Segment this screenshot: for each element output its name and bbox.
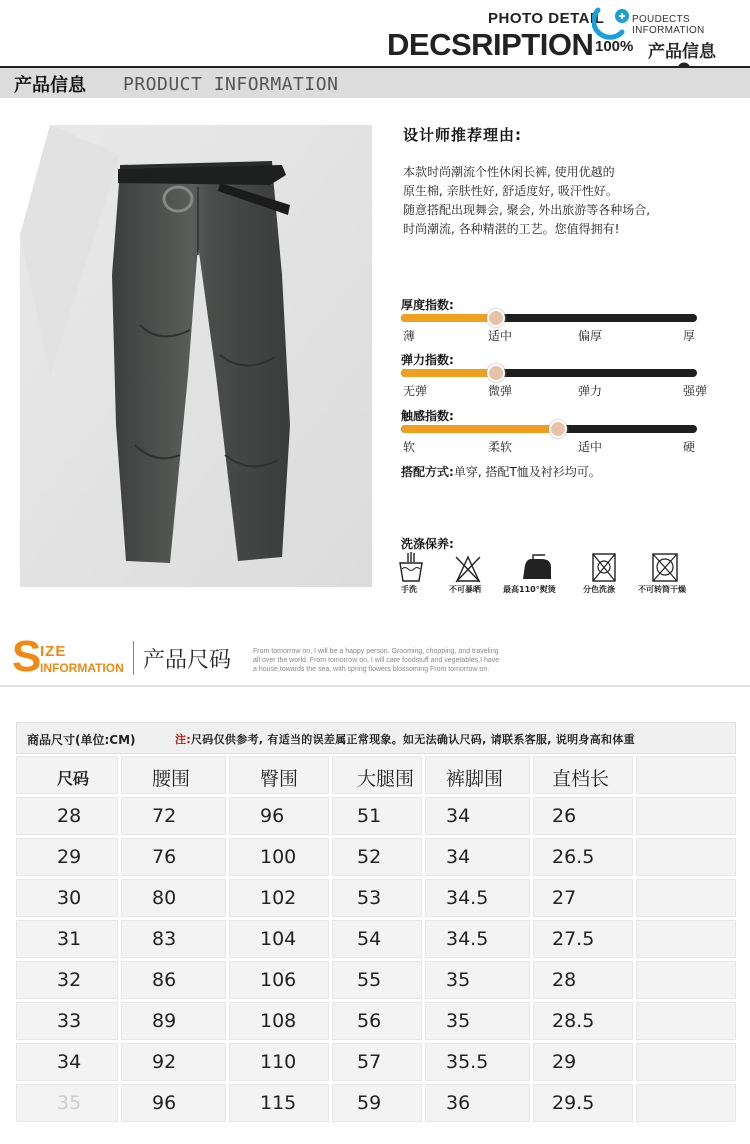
cell-value: 29 [552,1051,577,1073]
table-cell [16,838,118,876]
table-cell [121,838,226,876]
table-cell [425,1002,530,1040]
table-cell [636,920,736,958]
cell-value: 34.5 [446,928,489,950]
cell-value: 29.5 [552,1092,595,1114]
table-cell [229,1002,329,1040]
index-track [401,314,697,322]
table-cell [121,920,226,958]
cell-value: 92 [152,1051,177,1073]
match-label: 搭配方式: [401,465,454,479]
index-track [401,425,697,433]
reason-line: 本款时尚潮流个性休闲长裤, 使用优越的 [403,165,615,179]
table-cell [533,961,633,999]
cell-value: 52 [357,846,382,868]
wash-label: 不可暴晒 [449,585,481,594]
cell-value: 35 [446,969,471,991]
table-header-cell [229,756,329,794]
table-header-cell [332,756,422,794]
table-cell [425,879,530,917]
index-fill [401,314,496,322]
table-cell [16,1084,118,1122]
no-sun-dry-icon [453,551,483,585]
cell-value: 54 [357,928,382,950]
note-prefix: 注: [175,733,191,746]
table-cell [332,920,422,958]
table-cell [121,1043,226,1081]
reason-line: 随意搭配出现舞会, 聚会, 外出旅游等各种场合, [403,203,651,217]
index-scale-label: 偏厚 [578,329,603,343]
percent-text: 100% [595,38,634,55]
hand-wash-icon [398,551,424,585]
size-logo-information: INFORMATION [40,661,124,675]
table-cell [16,1002,118,1040]
table-cell [332,961,422,999]
cell-value: 56 [357,1010,382,1032]
cell-value: 27 [552,887,577,909]
match-text: 单穿, 搭配T恤及衬衫均可。 [453,465,601,479]
table-cell [229,797,329,835]
cell-value: 110 [260,1051,297,1073]
table-cell [533,797,633,835]
table-cell [533,1002,633,1040]
table-cell [229,920,329,958]
description-title: DECSRIPTION [387,27,594,62]
index-scale-label: 软 [403,440,416,454]
index-fill [401,425,558,433]
cell-value: 26 [552,805,577,827]
cell-value: 106 [260,969,297,991]
table-cell [121,797,226,835]
cell-value: 59 [357,1092,382,1114]
index-scale-label: 强弹 [683,384,708,398]
cell-value: 104 [260,928,297,950]
table-cell [16,1043,118,1081]
table-cell [425,1043,530,1081]
cell-value: 32 [57,969,82,991]
column-header: 直档长 [552,768,610,790]
size-table-header-note [16,722,736,754]
cell-value: 89 [152,1010,177,1032]
table-cell [332,879,422,917]
table-cell [636,838,736,876]
cell-value: 86 [152,969,177,991]
table-cell [533,1043,633,1081]
table-cell [332,797,422,835]
cell-value: 36 [446,1092,471,1114]
size-unit-label: 商品尺寸(单位:CM) [27,733,136,747]
cell-value: 35.5 [446,1051,489,1073]
cell-value: 96 [152,1092,177,1114]
table-cell [229,1043,329,1081]
index-knob [487,364,505,382]
table-cell [229,879,329,917]
column-header: 腰围 [152,768,191,790]
column-header: 尺码 [57,769,90,788]
table-cell [332,1043,422,1081]
table-cell [636,879,736,917]
match-style [401,463,601,480]
index-title: 弹力指数: [401,353,454,367]
table-header-cell [636,756,736,794]
wash-label: 手洗 [401,585,417,594]
section-cn-title: 产品信息 [14,75,86,96]
wash-label: 分色洗涤 [583,585,615,594]
table-header-cell [425,756,530,794]
index-scale-label: 适中 [488,329,513,343]
index-title: 厚度指数: [401,298,454,312]
table-cell [425,961,530,999]
header-cn-title: 产品信息 [648,42,716,62]
iron-110-icon [519,551,555,585]
cell-value: 34.5 [446,887,489,909]
table-cell [16,879,118,917]
cell-value: 72 [152,805,177,827]
size-logo-s: S [12,632,42,681]
cell-value: 30 [57,887,82,909]
photo-detail-text: PHOTO DETAIL [488,10,605,27]
table-cell [332,1084,422,1122]
note-text: 尺码仅供参考, 有适当的误差属正常现象。如无法确认尺码, 请联系客服, 说明身高和体重 [191,733,635,746]
reason-body [403,163,650,239]
cell-value: 57 [357,1051,382,1073]
table-cell [533,879,633,917]
section-en-title: PRODUCT INFORMATION [123,74,339,95]
table-cell [16,920,118,958]
index-fill [401,369,496,377]
index-scale-label: 无弹 [403,384,428,398]
size-cn-title: 产品尺码 [143,648,232,673]
table-cell [533,920,633,958]
reason-line: 时尚潮流, 各种精湛的工艺。您值得拥有! [403,222,620,236]
index-scale-label: 硬 [683,440,696,454]
brand-logo-icon [592,2,632,42]
cell-value: 28 [57,805,82,827]
cell-value: 83 [152,928,177,950]
table-cell [636,1043,736,1081]
product-photo [20,125,372,587]
table-cell [16,797,118,835]
cell-value: 34 [57,1051,82,1073]
column-header: 大腿围 [357,768,415,790]
cell-value: 76 [152,846,177,868]
index-knob [549,420,567,438]
banner-divider [133,641,134,675]
table-cell [425,1084,530,1122]
table-header-cell [533,756,633,794]
index-scale-label: 微弹 [488,384,513,398]
table-header-cell [16,756,118,794]
table-cell [229,1084,329,1122]
reason-title: 设计师推荐理由: [403,126,522,144]
cell-value: 26.5 [552,846,595,868]
index-knob [487,309,505,327]
cell-value: 28.5 [552,1010,595,1032]
table-cell [229,838,329,876]
cell-value: 28 [552,969,577,991]
table-cell [636,961,736,999]
poudects-info-text: POUDECTS INFORMATION [632,14,705,36]
cell-value: 29 [57,846,82,868]
size-note [175,731,635,747]
table-cell [121,879,226,917]
table-cell [121,1002,226,1040]
table-header-cell [121,756,226,794]
cell-value: 33 [57,1010,82,1032]
column-header: 臀围 [260,768,299,790]
cell-value: 34 [446,805,471,827]
table-cell [16,961,118,999]
index-scale-label: 柔软 [488,440,513,454]
table-cell [425,838,530,876]
separate-wash-icon [591,551,617,585]
index-scale-label: 厚 [683,329,696,343]
wash-label: 最高110°熨烫 [503,585,556,594]
no-tumble-dry-icon [651,551,679,585]
cell-value: 35 [57,1092,82,1114]
index-scale-label: 薄 [403,329,416,343]
cell-value: 108 [260,1010,297,1032]
cell-value: 53 [357,887,382,909]
table-cell [636,797,736,835]
table-cell [332,1002,422,1040]
column-header: 裤脚围 [446,768,504,790]
size-logo-ize: IZE [40,643,67,660]
table-cell [121,1084,226,1122]
cell-value: 115 [260,1092,297,1114]
cell-value: 55 [357,969,382,991]
cell-value: 100 [260,846,297,868]
table-cell [229,961,329,999]
table-cell [533,838,633,876]
table-cell [636,1084,736,1122]
cell-value: 51 [357,805,382,827]
reason-line: 原生棉, 亲肤性好, 舒适度好, 吸汗性好。 [403,184,618,198]
cell-value: 96 [260,805,285,827]
product-info-section-bar [0,66,750,98]
wash-label: 不可转筒干燥 [638,585,686,594]
table-cell [332,838,422,876]
index-track [401,369,697,377]
index-scale-label: 适中 [578,440,603,454]
table-cell [425,797,530,835]
size-banner-small-text: From tomorrow on, I will be a happy person. Grooming, chopping, and traveling all over the world. From tomorrow on, I will care foodstuff and vegetables,I have a house,towards the sea, with spring flowers blossoming From tomorrow on. [253,648,500,673]
index-scale-label: 弹力 [578,384,603,398]
table-cell [636,1002,736,1040]
table-cell [425,920,530,958]
cell-value: 27.5 [552,928,595,950]
cell-value: 35 [446,1010,471,1032]
cell-value: 80 [152,887,177,909]
table-cell [533,1084,633,1122]
wash-title: 洗涤保养: [401,537,454,551]
size-info-banner [0,625,750,687]
cell-value: 102 [260,887,297,909]
table-cell [121,961,226,999]
index-title: 触感指数: [401,409,454,423]
cell-value: 34 [446,846,471,868]
cell-value: 31 [57,928,82,950]
